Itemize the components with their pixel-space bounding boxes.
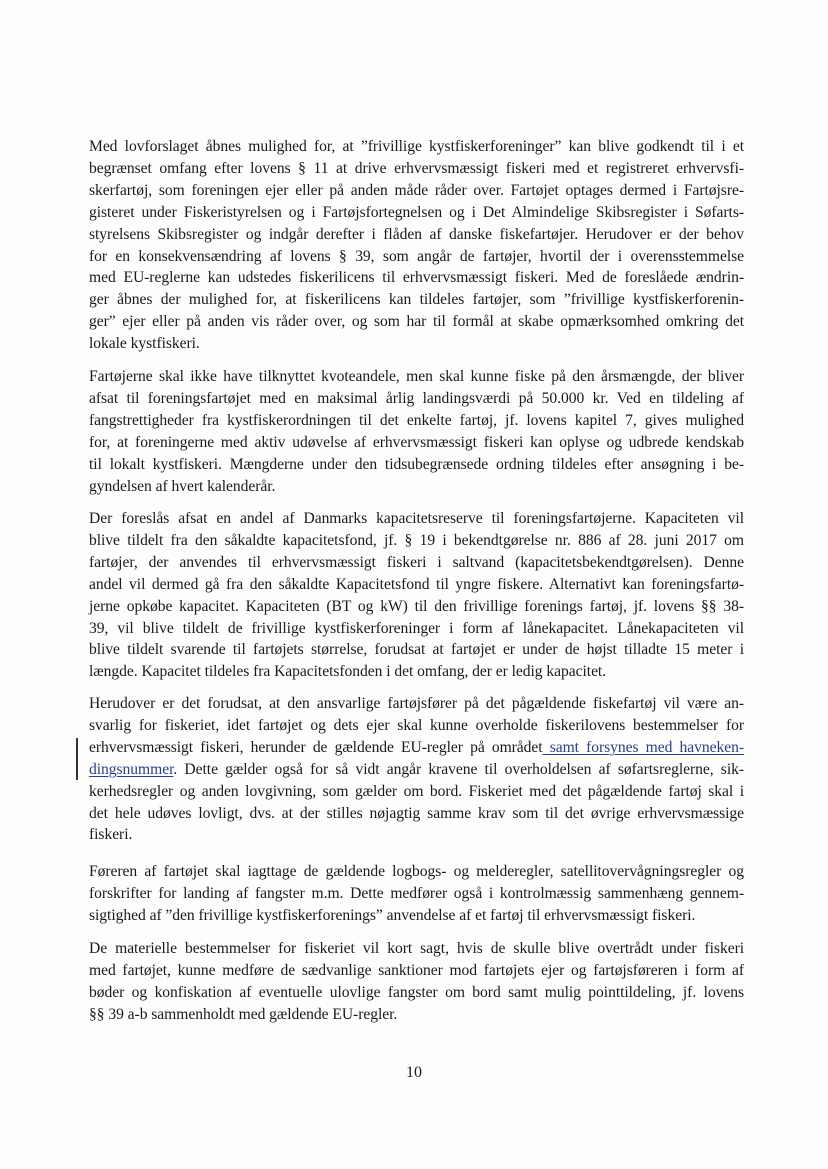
text-line: andel vil dermed gå fra den såkaldte Kapacitetsfond til yngre fiskere. Alternativt kan foreningsfartø- xyxy=(89,575,744,593)
paragraph-6 xyxy=(89,938,744,1026)
text-line: 39, vil blive tildelt de frivillige kystfiskerforeninger i form af lånekapacitet. Lånekapaciteten vil xyxy=(89,619,744,637)
text-line: gyndelsen af hvert kalenderår. xyxy=(89,477,276,495)
paragraph-3 xyxy=(89,508,744,683)
text-line: med fartøjet, kunne medføre de sædvanlige sanktioner mod fartøjets ejer og fartøjsføreren i form af xyxy=(89,961,744,979)
text-line: bøder og konfiskation af eventuelle ulovlige fangster om bord samt mulig pointtildeling, jf. lovens xyxy=(89,983,744,1001)
page-number: 10 xyxy=(406,1064,422,1081)
text-line: fangstrettigheder fra kystfiskerordningen til det enkelte fartøj, jf. lovens kapitel 7, gives mulighed xyxy=(89,411,744,429)
text-line: blive tildelt svarende til fartøjets størrelse, forudsat at fartøjet er under de højst tilladte 15 meter i xyxy=(89,641,744,659)
inserted-text-link[interactable]: dingsnummer xyxy=(89,760,174,778)
text-segment: . Dette gælder også for så vidt angår kravene til overholdelsen af søfartsreglerne, sik- xyxy=(173,760,744,778)
text-line: med EU-reglerne kan udstedes fiskerilicens til erhvervsmæssigt fiskeri. Med de foreslåede ændrin- xyxy=(89,269,744,287)
text-line: for en konsekvensændring af lovens § 39, som angår de fartøjer, hvortil der i overensstemmelse xyxy=(89,247,744,265)
text-line: gisteret under Fiskeristyrelsen og i Fartøjsfortegnelsen og i Det Almindelige Skibsregister i Søfarts- xyxy=(89,203,744,221)
text-line: sigtighed af ”den frivillige kystfiskerforenings” anvendelse af et fartøj til erhvervsmæssigt fiskeri. xyxy=(89,906,696,924)
text-line: Føreren af fartøjet skal iagttage de gældende logbogs- og melderegler, satellitovervågningsregler og xyxy=(89,863,744,880)
text-line: jerne opkøbe kapacitet. Kapaciteten (BT og kW) til den frivillige forenings fartøj, jf. lovens §§ 38- xyxy=(89,597,744,615)
text-line: fartøjer, der anvendes til erhvervsmæssigt fiskeri i saltvand (kapacitetsbekendtgørelsen). Denne xyxy=(89,553,744,571)
text-line: lokale kystfiskeri. xyxy=(89,335,200,353)
text-line: styrelsens Skibsregister og indgår derefter i flåden af danske fiskefartøjer. Herudover er der behov xyxy=(89,225,744,243)
text-line: Herudover er det forudsat, at den ansvarlige fartøjsfører på det pågældende fiskefartøj vil være an- xyxy=(89,695,744,712)
text-line: §§ 39 a-b sammenholdt med gældende EU-regler. xyxy=(89,1005,398,1023)
text-line: svarlig for fiskeriet, idet fartøjet og dets ejer skal kunne overholde fiskerilovens bestemmelser for xyxy=(89,716,744,734)
text-line: afsat til foreningsfartøjet med en maksimal årlig landingsværdi på 50.000 kr. Ved en tildeling af xyxy=(89,389,744,407)
paragraph-2 xyxy=(89,366,744,497)
text-line xyxy=(89,759,744,781)
text-line: længde. Kapacitet tildeles fra Kapacitetsfonden i det omfang, der er ledig kapacitet. xyxy=(89,663,607,681)
text-line: fiskeri. xyxy=(89,826,133,844)
text-line: ger” ejer eller på anden vis råder over, og som har til formål at skabe opmærksomhed omkring det xyxy=(89,313,744,331)
text-line: blive tildelt fra den såkaldte kapacitetsfond, jf. § 19 i bekendtgørelse nr. 886 af 28. juni 2017 om xyxy=(89,531,744,549)
text-line: det hele udøves lovligt, dvs. at der stilles nøjagtig samme krav som til det øvrige erhvervsmæssige xyxy=(89,804,744,822)
text-line: kerhedsregler og anden lovgivning, som gælder om bord. Fiskeriet med det pågældende fartøj skal i xyxy=(89,782,744,800)
text-line: skerfartøj, som foreningen ejer eller på anden måde råder over. Fartøjet optages dermed i Fartøjsre- xyxy=(89,181,744,199)
text-line: Med lovforslaget åbnes mulighed for, at ”frivillige kystfiskerforeninger” kan blive godkendt til i et xyxy=(89,138,744,155)
inserted-text-link[interactable]: samt forsynes med havneken- xyxy=(542,738,744,756)
text-line: De materielle bestemmelser for fiskeriet vil kort sagt, hvis de skulle blive overtrådt under fiskeri xyxy=(89,940,744,957)
text-line: ger åbnes der mulighed for, at fiskerilicens kan tildeles fartøjer, som ”frivillige kystfiskerforenin- xyxy=(89,291,744,309)
text-line: Fartøjerne skal ikke have tilknyttet kvoteandele, men skal kunne fiske på den årsmængde, der bliver xyxy=(89,368,744,385)
text-line: Der foreslås afsat en andel af Danmarks kapacitetsreserve til foreningsfartøjerne. Kapaciteten vil xyxy=(89,510,744,527)
text-segment: erhvervsmæssigt fiskeri, herunder de gældende EU-regler på området xyxy=(89,738,543,756)
paragraph-1 xyxy=(89,136,744,355)
text-line: til lokalt kystfiskeri. Mængderne under den tidsubegrænsede ordning tildeles efter ansøgning i be- xyxy=(89,455,744,473)
text-line xyxy=(89,737,744,759)
revision-change-bar xyxy=(76,738,78,780)
paragraph-5 xyxy=(89,861,744,927)
paragraph-4 xyxy=(89,693,744,846)
text-line: for, at foreningerne med aktiv udøvelse af erhvervsmæssigt fiskeri kan oplyse og udbrede kendskab xyxy=(89,433,744,451)
text-line: forskrifter for landing af fangster m.m. Dette medfører også i kontrolmæssig sammenhæng gennem- xyxy=(89,884,744,902)
text-line: begrænset omfang efter lovens § 11 at drive erhvervsmæssigt fiskeri med et registreret erhvervsfi- xyxy=(89,159,744,177)
